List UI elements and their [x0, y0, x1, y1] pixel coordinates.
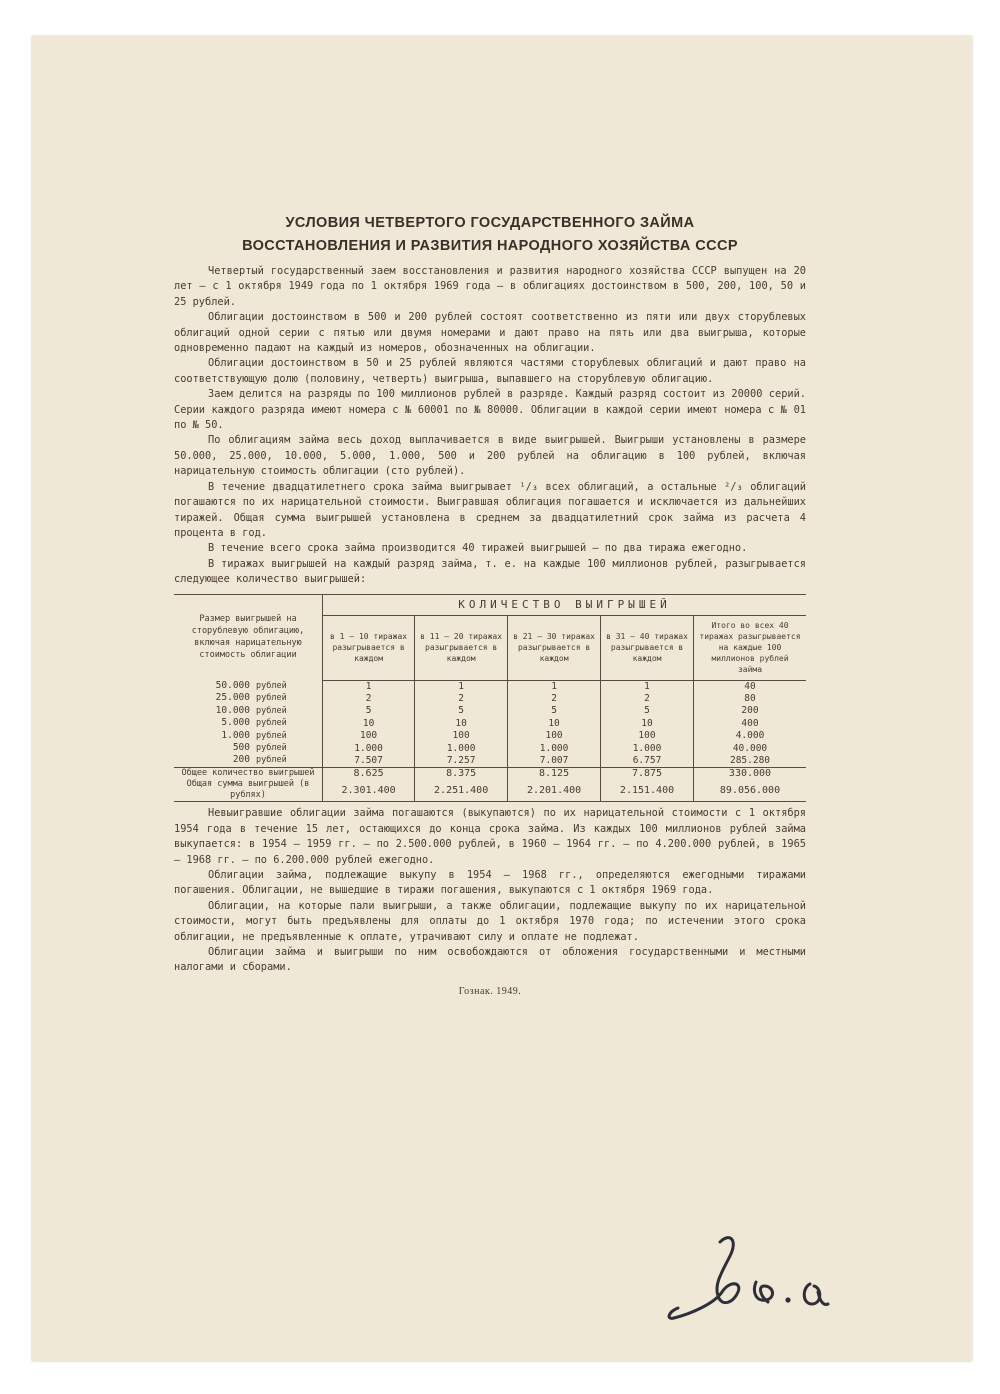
table-cell: 10 [641, 717, 653, 729]
column-values-total [694, 680, 807, 768]
table-cell: 2.151.400 [601, 779, 694, 802]
paragraph: В течение двадцатилетнего срока займа выигрывает ¹/₃ всех облигаций, а остальные ²/₃ облигаций погашаются по их нарицательной стоимости. Выигравшая облигация погашается и исключается из дальнейших тиражей. Общая сумма выигрышей установлена в среднем за двадцатилетний срок займа из расчета 4 процента в год. [174, 480, 806, 539]
table-column-header: в 31 — 40 тиражах разыгрывается в каждом [601, 615, 694, 680]
conditions-title [174, 212, 806, 258]
paragraph: В тиражах выигрышей на каждый разряд займа, т. е. на каждые 100 миллионов рублей, разыгрывается следующее количество выигрышей: [174, 557, 806, 586]
table-cell: 6.757 [632, 754, 662, 766]
table-cell: 100 [545, 730, 563, 742]
bond-conditions [174, 212, 806, 997]
table-cell: 100 [359, 730, 378, 742]
table-cell: 1 [458, 680, 464, 692]
title-line-2: ВОССТАНОВЛЕНИЯ И РАЗВИТИЯ НАРОДНОГО ХОЗЯЙСТВА СССР [242, 238, 738, 254]
table-cell: 2 [644, 692, 650, 704]
paragraph: Невыигравшие облигации займа погашаются (выкупаются) по их нарицательной стоимости с 1 октября 1954 года в течение 15 лет, остающихся до конца срока займа. Из каждых 100 миллионов рублей займа выкупается: в 1954 — 1959 гг. — по 2.500.000 рублей, в 1960 — 1964 гг. — по 4.200.000 рублей, в 1965 — 1968 гг. — по 6.200.000 рублей ежегодно. [174, 807, 806, 866]
table-cell: 8.125 [508, 768, 601, 780]
table-cell: 2 [458, 692, 464, 704]
table-cell: 2 [365, 692, 372, 704]
table-cell: 7.007 [539, 754, 569, 766]
table-cell: 7.507 [354, 754, 383, 766]
table-cell: 285.280 [729, 754, 771, 766]
paragraph: Четвертый государственный заем восстановления и развития народного хозяйства СССР выпущен на 20 лет — с 1 октября 1949 года по 1 октября 1969 года — в облигациях достоинством в 500, 200, 100, 50 и 25 рублей. [174, 265, 806, 308]
column-values-1-10 [323, 680, 415, 768]
table-cell: 4.000 [735, 730, 765, 742]
table-cell: 89.056.000 [694, 779, 807, 802]
table-cell: 5 [644, 705, 650, 717]
table-cell: 5 [458, 705, 464, 717]
table-cell: 10 [362, 717, 375, 729]
column-values-11-20 [415, 680, 508, 768]
total-count-label: Общее количество выигрышей [174, 768, 323, 780]
table-column-header: Итого во всех 40 тиражах разыгрывается на каждые 100 миллионов рублей займа [694, 615, 807, 680]
column-values-21-30 [508, 680, 601, 768]
table-cell: 5 [551, 705, 557, 717]
paragraph: Заем делится на разряды по 100 миллионов рублей в разряде. Каждый разряд состоит из 20000 серий. Серии каждого разряда имеют номера с № 60001 по № 80000. Облигации в каждой серии имеют номера с № 01 по № 50. [174, 388, 806, 432]
table-row-total-sum [174, 779, 806, 802]
title-line-1: УСЛОВИЯ ЧЕТВЕРТОГО ГОСУДАРСТВЕННОГО ЗАЙМА [285, 215, 695, 231]
paragraph: Облигации достоинством в 500 и 200 рублей состоят соответственно из пяти или двух сторублевых облигаций одной серии с пятью или двумя номерами и дают право на пять или два выигрыша, которые одновременно падают на каждый из номеров, обозначенных на облигации. [174, 311, 806, 355]
prize-amount: 1.000 [221, 729, 250, 741]
prize-amount: 200 [232, 754, 250, 766]
table-row-header: Размер выигрышей на сторублевую облигацию, включая нарицательную стоимость облигации [191, 614, 305, 661]
table-cell: 330.000 [694, 768, 807, 780]
table-cell: 5 [365, 705, 372, 717]
table-cell: 200 [741, 705, 759, 717]
table-cell: 1.000 [446, 742, 476, 754]
prize-unit: рублей [256, 718, 287, 729]
table-cell: 10 [548, 717, 560, 729]
table-cell: 2 [551, 692, 557, 704]
table-cell: 2.301.400 [323, 779, 415, 802]
column-values-31-40 [601, 680, 694, 768]
table-cell: 40 [744, 680, 756, 692]
table-cell: 1 [551, 680, 557, 692]
table-cell: 1 [644, 680, 650, 692]
table-cell: 8.375 [415, 768, 508, 780]
prize-unit: рублей [256, 743, 287, 754]
handwritten-signature-icon [660, 1222, 850, 1332]
table-cell: 7.257 [446, 754, 476, 766]
table-column-header: в 1 — 10 тиражах разыгрывается в каждом [323, 615, 415, 680]
prize-amount: 500 [232, 742, 250, 754]
table-column-header: в 21 — 30 тиражах разыгрывается в каждом [508, 615, 601, 680]
table-group-header: КОЛИЧЕСТВО ВЫИГРЫШЕЙ [323, 594, 807, 615]
prize-amount: 50.000 [215, 680, 250, 692]
table-column-header: в 11 — 20 тиражах разыгрывается в каждом [415, 615, 508, 680]
table-row-total-count [174, 768, 806, 780]
table-cell: 1.000 [632, 742, 662, 754]
prize-amounts [174, 680, 323, 768]
table-cell: 10 [455, 717, 467, 729]
prize-amount: 5.000 [221, 717, 250, 729]
paragraph: Облигации, на которые пали выигрыши, а также облигации, подлежащие выкупу по их нарицательной стоимости, могут быть предъявлены для оплаты до 1 октября 1970 года; по истечении этого срока облигации, не предъявленные к оплате, утрачивают силу и оплате не подлежат. [174, 899, 806, 943]
total-sum-label: Общая сумма выигрышей (в рублях) [186, 779, 310, 801]
table-row [174, 680, 806, 768]
table-cell: 7.875 [601, 768, 694, 780]
table-cell: 2.201.400 [508, 779, 601, 802]
paragraph: По облигациям займа весь доход выплачивается в виде выигрышей. Выигрыши установлены в размере 50.000, 25.000, 10.000, 5.000, 1.000, 500 и 200 рублей на облигацию в 100 рублей, включая нарицательную стоимость облигации (сто рублей). [174, 434, 806, 478]
table-cell: 100 [638, 730, 656, 742]
prize-amount: 10.000 [215, 704, 250, 716]
prize-unit: рублей [256, 693, 287, 704]
prize-unit: рублей [256, 705, 287, 716]
table-cell: 8.625 [323, 768, 415, 780]
table-cell: 1.000 [354, 742, 383, 754]
winnings-table [174, 594, 806, 803]
paragraph: В течение всего срока займа производится 40 тиражей выигрышей — по два тиража ежегодно. [208, 542, 748, 555]
prize-amount: 25.000 [215, 692, 250, 704]
prize-unit: рублей [256, 681, 287, 692]
paragraph: Облигации займа и выигрыши по ним освобождаются от обложения государственными и местными налогами и сборами. [174, 946, 806, 974]
table-cell: 400 [741, 717, 759, 729]
printer-imprint: Гознак. 1949. [458, 985, 522, 997]
table-cell: 2.251.400 [415, 779, 508, 802]
prize-unit: рублей [256, 730, 287, 741]
paragraph: Облигации займа, подлежащие выкупу в 1954 — 1968 гг., определяются ежегодными тиражами погашения. Облигации, не вышедшие в тиражи погашения, выкупаются с 1 октября 1969 года. [174, 869, 806, 897]
table-cell: 1.000 [539, 742, 569, 754]
table-cell: 80 [744, 692, 756, 704]
table-cell: 1 [365, 680, 372, 692]
prize-unit: рублей [256, 755, 287, 766]
table-cell: 100 [452, 730, 470, 742]
table-cell: 40.000 [732, 742, 768, 754]
paragraph: Облигации достоинством в 50 и 25 рублей являются частями сторублевых облигаций и дают право на соответствующую долю (половину, четверть) выигрыша, выпавшего на сторублевую облигацию. [174, 357, 806, 385]
